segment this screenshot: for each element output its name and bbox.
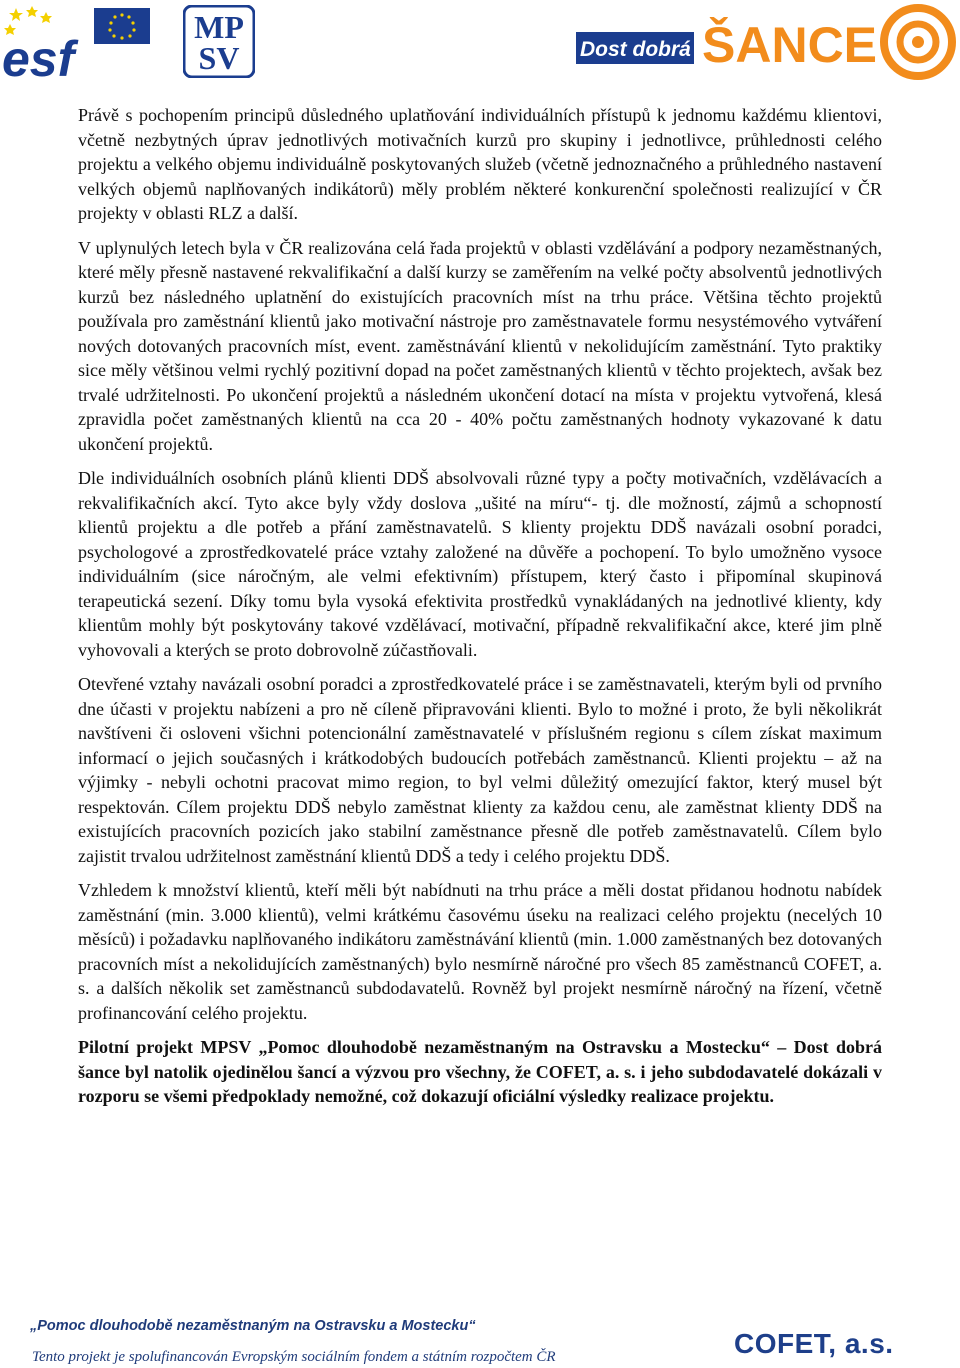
- paragraph-4: Otevřené vztahy navázali osobní poradci a zprostředkovatelé práce i se zaměstnavateli, kterým byli od prvního dne účasti v projektu nabízeni a pro ně cíleně připravováni klienti. Bylo to možné i proto, že byli několikrát navštíveni či osloveni všichni potencionální zaměstnavatelé v příslušném regionu s cílem získat maximum informací o jejich současných i krátkodobých budoucích potřebách zaměstnanců. Klienti projektu – až na výjimky - nebyli ochotni pracovat mimo region, to byl velmi důležitý omezující faktor, který musel být respektován. Cílem projektu DDŠ nebylo zaměstnat klienty za každou cenu, ale zaměstnat klienty DDŠ na existujících pracovních pozicích jako stabilní zaměstnance přesně dle potřeb zaměstnavatelů. Cílem bylo zajistit trvalou udržitelnost zaměstnání klientů DDŠ a tedy i celého projektu DDŠ.: [78, 674, 882, 866]
- dost-dobra-sance-logo: [574, 2, 960, 82]
- footer-cofinancing-note: Tento projekt je spolufinancován Evropským sociálním fondem a státním rozpočtem ČR: [32, 1349, 556, 1365]
- esf-logo-text: esf: [2, 31, 75, 78]
- mpsv-logo-line2: SV: [198, 40, 240, 76]
- paragraph-1: Právě s pochopením principů důsledného uplatňování individuálních přístupů k jednomu každému klientovi, včetně nezbytných úprav jednotlivých motivačních kurzů pro skupiny i jednotlivce, průhlednosti celého projektu a velkého objemu individuálně poskytovaných služeb (včetně jednoznačného a průhledného nastavení velkých objemů naplňovaných indikátorů) měly problém některé konkurenční společnosti realizující v ČR projekty v oblasti RLZ a další.: [78, 105, 882, 223]
- esf-logo: [2, 4, 152, 78]
- closing-bold-paragraph: Pilotní projekt MPSV „Pomoc dlouhodobě nezaměstnaným na Ostravsku a Mostecku“ – Dost dobrá šance byl natolik ojedinělou šancí a výzvou pro všechny, že COFET, a. s. i jeho subdodavatelé dokázali v rozporu se všemi předpoklady nemožné, což dokazují oficiální výsledky realizace projektu.: [78, 1037, 882, 1106]
- mpsv-logo-line1: MP: [194, 9, 244, 45]
- paragraph-3: Dle individuálních osobních plánů klienti DDŠ absolvovali různé typy a počty motivačních, vzdělávacích a rekvalifikačních akcí. Tyto akce byly vždy doslova „ušité na míru“- tj. dle možností, zájmů a schopností klientů projektu a dle potřeb a přání zaměstnavatelů. S klienty projektu DDŠ navázali osobní poradci, psychologové a zprostředkovatelé práce vztahy založené na důvěře a pochopení. To bylo umožněno vysoce individuálním (sice náročným, ale velmi efektivním) přístupem, který často i připomínal skupinová terapeutická sezení. Díky tomu byla vysoká efektivita prostředků vynakládaných na jednotlivé klienty, kdy klientům mohly být poskytovány takové vzdělávací, motivační, případně rekvalifikační akce, které jim plně vyhovovali a kterých se proto dobrovolně zúčastňovali.: [78, 468, 882, 660]
- cofet-logo: COFET, a.s.: [734, 1328, 894, 1359]
- paragraph-5: Vzhledem k množství klientů, kteří měli být nabídnuti na trhu práce a měli dostat přidanou hodnotu nabídek zaměstnání (min. 3.000 klientů), velmi krátkému časovému úseku na realizaci celého projektu (necelých 10 měsíců) i požadavku naplňovaného indikátoru zaměstnávání klientů (min. 1.000 zaměstnaných bez dotovaných pracovních míst a nekolidujících zaměstnaných) bylo nesmírně náročné pro všech 85 zaměstnanců COFET, a. s. a dalších několik set zaměstnanců subdodavatelů. Rovněž byl projekt nesmírně náročný na řízení, včetně profinancování celého projektu.: [78, 880, 882, 1023]
- page-header: [0, 0, 960, 85]
- footer-project-title: „Pomoc dlouhodobě nezaměstnaným na Ostravsku a Mostecku“: [30, 1318, 476, 1334]
- sance-logo-small-text: Dost dobrá: [580, 38, 691, 61]
- paragraph-2: V uplynulých letech byla v ČR realizována celá řada projektů v oblasti vzdělávání a podpory nezaměstnaných, které měly přesně nastavené rekvalifikační a další kurzy se zaměřením na velké počty absolventů jednotlivých kurzů bez následného uplatnění do existujících pracovních míst na trhu práce. Většina těchto projektů používala pro zaměstnání klientů jako motivační nástroje pro zaměstnavatele formu nesystémového vytváření nových dotovaných pracovních míst, event. zaměstnávání klientů v nekolidujícím zaměstnání. Tyto praktiky sice měly většinou velmi rychlý pozitivní dopad na počet zaměstnaných klientů v těchto projektech, avšak bez trvalé udržitelnosti. Po ukončení projektů a následném ukončení dotací na místa v projektu vytvořená, klesá zpravidla počet zaměstnaných klientů na cca 20 - 40% počtu zaměstnaných hodnoty vykazované k datu ukončení projektů.: [78, 237, 882, 454]
- mpsv-logo: [183, 5, 255, 78]
- sance-logo-big-text: ŠANCE: [702, 17, 878, 73]
- document-body: [78, 103, 882, 1119]
